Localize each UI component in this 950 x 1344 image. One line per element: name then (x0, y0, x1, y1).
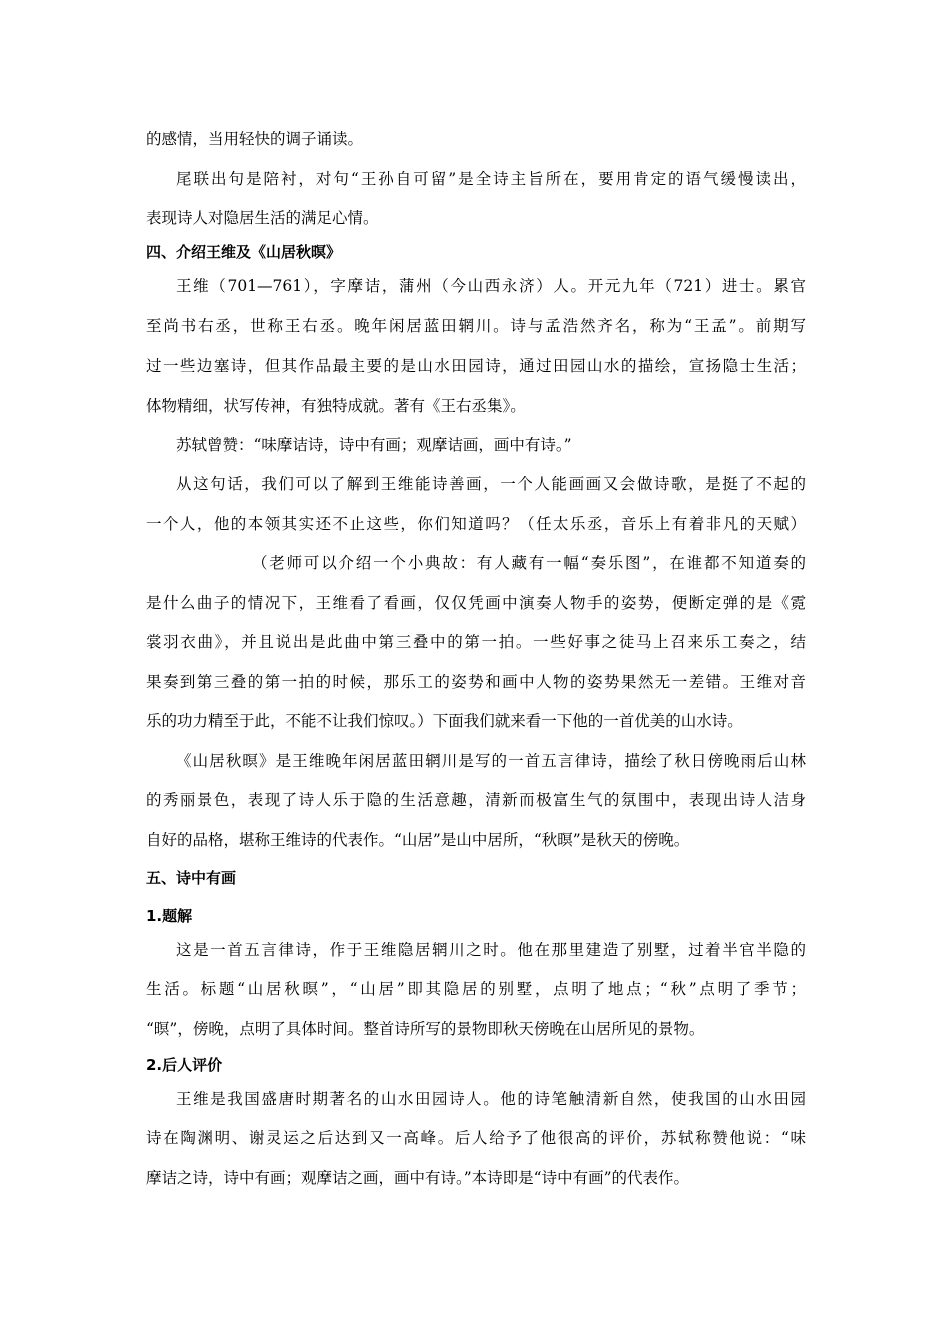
text-line: 过一些边塞诗，但其作品最主要的是山水田园诗，通过田园山水的描绘，宣扬隐士生活； (146, 357, 806, 375)
text-line: 裳羽衣曲》，并且说出是此曲中第三叠中的第一拍。一些好事之徒马上召来乐工奏之，结 (146, 633, 806, 651)
text-line: 的感情，当用轻快的调子诵读。 (146, 130, 364, 148)
text-line: 苏轼曾赞：“味摩诘诗，诗中有画；观摩诘画，画中有诗。” (176, 436, 572, 454)
text-line: “暝”，傍晚，点明了具体时间。整首诗所写的景物即秋天傍晚在山居所见的景物。 (146, 1020, 705, 1038)
subsection-heading: 1.题解 (146, 907, 193, 925)
text-line: 摩诘之诗，诗中有画；观摩诘之画，画中有诗。”本诗即是“诗中有画”的代表作。 (146, 1169, 690, 1187)
text-line: 诗在陶渊明、谢灵运之后达到又一高峰。后人给予了他很高的评价，苏轼称赞他说：“味 (146, 1129, 806, 1147)
text-line: 自好的品格，堪称王维诗的代表作。“山居”是山中居所，“秋暝”是秋天的傍晚。 (146, 831, 690, 849)
text-line: 《山居秋暝》是王维晚年闲居蓝田辋川是写的一首五言律诗，描绘了秋日傍晚雨后山林 (176, 752, 806, 770)
text-line: 至尚书右丞，世称王右丞。晚年闲居蓝田辋川。诗与孟浩然齐名，称为“王孟”。前期写 (146, 317, 806, 335)
section-heading: 四、介绍王维及《山居秋暝》 (146, 243, 342, 261)
text-line: 表现诗人对隐居生活的满足心情。 (146, 209, 379, 227)
text-line: 尾联出句是陪衬，对句“王孙自可留”是全诗主旨所在，要用肯定的语气缓慢读出， (176, 170, 806, 188)
text-line: （老师可以介绍一个小典故：有人藏有一幅“奏乐图”，在谁都不知道奏的 (252, 554, 806, 572)
text-line: 一个人，他的本领其实还不止这些，你们知道吗？（任太乐丞，音乐上有着非凡的天赋） (146, 515, 806, 533)
section-heading: 五、诗中有画 (146, 869, 237, 887)
text-line: 是什么曲子的情况下，王维看了看画，仅仅凭画中演奏人物手的姿势，便断定弹的是《霓 (146, 594, 806, 612)
text-line: 生活。标题“山居秋暝”，“山居”即其隐居的别墅，点明了地点；“秋”点明了季节； (146, 980, 806, 998)
text-line: 乐的功力精至于此，不能不让我们惊叹。）下面我们就来看一下他的一首优美的山水诗。 (146, 712, 743, 730)
text-line: 这是一首五言律诗，作于王维隐居辋川之时。他在那里建造了别墅，过着半官半隐的 (176, 941, 806, 959)
text-line: 的秀丽景色，表现了诗人乐于隐的生活意趣，清新而极富生气的氛围中，表现出诗人洁身 (146, 791, 806, 809)
text-line: 王维（701—761），字摩诘，蒲州（今山西永济）人。开元九年（721）进士。累官 (176, 277, 806, 295)
subsection-heading: 2.后人评价 (146, 1056, 223, 1074)
text-line: 体物精细，状写传神，有独特成就。著有《王右丞集》。 (146, 397, 526, 415)
text-line: 从这句话，我们可以了解到王维能诗善画，一个人能画画又会做诗歌，是挺了不起的 (176, 475, 806, 493)
text-line: 果奏到第三叠的第一拍的时候，那乐工的姿势和画中人物的姿势果然无一差错。王维对音 (146, 673, 806, 691)
text-line: 王维是我国盛唐时期著名的山水田园诗人。他的诗笔触清新自然，使我国的山水田园 (176, 1090, 806, 1108)
